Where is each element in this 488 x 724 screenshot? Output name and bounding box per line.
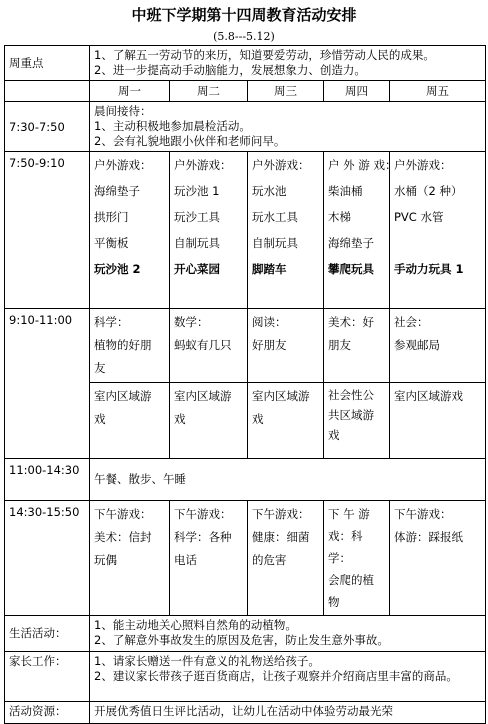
outdoor-line: 玩水池	[252, 184, 287, 198]
zone-cell-fri	[390, 383, 486, 459]
resources-label: 活动资源：	[5, 702, 90, 724]
parents-row	[5, 652, 486, 702]
activity-line: 植物的好朋	[94, 338, 152, 352]
outdoor-line: 开心菜园	[174, 262, 220, 276]
afternoon-cell-fri	[390, 501, 486, 616]
afternoon-cell-wed	[248, 501, 324, 616]
activity-line: 参观邮局	[394, 338, 440, 352]
life-row	[5, 616, 486, 652]
zone-line: 共区域游	[328, 408, 374, 422]
zone-cell-wed	[248, 383, 324, 459]
outdoor-cell-wed	[248, 152, 324, 309]
outdoor-line: 玩水工具	[252, 210, 298, 224]
life-line: 2、了解意外事故发生的原因及危害，防止发生意外事故。	[94, 633, 389, 647]
activity-cell-fri	[390, 309, 486, 383]
outdoor-line: 自制玩具	[174, 236, 220, 250]
resources-row	[5, 702, 486, 724]
morning-row	[5, 102, 486, 152]
outdoor-line: 攀爬玩具	[328, 262, 374, 276]
outdoor-cell-mon	[90, 152, 170, 309]
outdoor-line: 柴油桶	[328, 184, 363, 198]
activity-cell-mon	[90, 309, 170, 383]
activity-cell-tue	[170, 309, 248, 383]
outdoor-cell-fri	[390, 152, 486, 309]
day-header: 周二	[170, 81, 248, 102]
activity-line: 友	[94, 361, 106, 375]
outdoor-line: 户外游戏：	[174, 158, 232, 172]
outdoor-line: 户外游戏：	[252, 158, 310, 172]
schedule-table	[4, 45, 486, 724]
activity-cell-wed	[248, 309, 324, 383]
outdoor-line: 脚踏车	[252, 262, 287, 276]
outdoor-line: 户 外 游 戏：	[328, 158, 397, 172]
afternoon-line: 物	[328, 595, 340, 609]
life-label: 生活活动：	[5, 616, 90, 652]
day-header: 周五	[390, 81, 486, 102]
zone-cell-mon	[90, 383, 170, 459]
outdoor-line: 户外游戏：	[94, 158, 152, 172]
zone-line: 室内区域游戏	[394, 389, 463, 403]
parents-line: 2、建议家长带孩子逛百货商店，让孩子观察并介绍商店里丰富的商品。	[94, 669, 458, 683]
outdoor-line	[394, 230, 481, 256]
afternoon-line: 健康：细菌	[252, 530, 310, 544]
zone-line: 社会性公	[328, 388, 374, 402]
resources-content: 开展优秀值日生评比活动，让幼儿在活动中体验劳动最光荣	[90, 702, 486, 724]
afternoon-line: 下 午 游	[328, 507, 370, 521]
life-line: 1、能主动地关心照料自然角的动植物。	[94, 618, 297, 632]
time-cell: 7:30-7:50	[5, 102, 90, 152]
page-title: 中班下学期第十四周教育活动安排	[131, 6, 357, 24]
outdoor-line: 玩沙池 1	[174, 184, 220, 198]
afternoon-line: 戏：科学：	[328, 529, 363, 565]
outdoor-line: 拱形门	[94, 210, 129, 224]
focus-line: 2、进一步提高动手动脑能力，发展想象力、创造力。	[94, 63, 366, 77]
afternoon-line: 美术：信封	[94, 530, 152, 544]
time-cell: 11:00-14:30	[5, 459, 90, 501]
afternoon-line: 体游：踩报纸	[394, 530, 463, 544]
lunch-row	[5, 459, 486, 501]
outdoor-cell-tue	[170, 152, 248, 309]
activity-line: 好朋友	[252, 338, 287, 352]
time-cell: 9:10-11:00	[5, 309, 90, 459]
parents-line: 1、请家长赠送一件有意义的礼物送给孩子。	[94, 654, 320, 668]
outdoor-line: 水桶（2 种）	[394, 184, 463, 198]
zone-line: 室内区域游	[94, 389, 152, 403]
morning-line: 晨间接待：	[94, 104, 152, 118]
zone-cell-thu	[324, 383, 390, 459]
outdoor-line: PVC 水管	[394, 210, 444, 224]
afternoon-line: 的危害	[252, 553, 287, 567]
morning-content	[90, 102, 486, 152]
outdoor-row	[5, 152, 486, 309]
activity-line: 社会：	[394, 315, 429, 329]
afternoon-cell-tue	[170, 501, 248, 616]
zone-line: 室内区域游	[174, 389, 232, 403]
zone-line: 戏	[328, 428, 340, 442]
focus-label: 周重点	[5, 46, 90, 81]
afternoon-line: 下午游戏：	[94, 507, 152, 521]
afternoon-row	[5, 501, 486, 616]
outdoor-line: 玩沙工具	[174, 210, 220, 224]
zone-line: 室内区域游	[252, 389, 310, 403]
outdoor-line: 户外游戏：	[394, 158, 452, 172]
lunch-content: 午餐、散步、午睡	[90, 459, 486, 501]
empty-corner-cell	[5, 81, 90, 102]
day-header: 周四	[324, 81, 390, 102]
date-range: (5.8---5.12)	[213, 30, 275, 43]
activity-cell-thu	[324, 309, 390, 383]
afternoon-line: 电话	[174, 553, 197, 567]
outdoor-line: 海绵垫子	[328, 236, 374, 250]
day-header: 周三	[248, 81, 324, 102]
zone-cell-tue	[170, 383, 248, 459]
outdoor-line: 手动力玩具 1	[394, 262, 464, 276]
activity-line: 美术：好	[328, 315, 374, 329]
morning-line: 2、会有礼貌地跟小伙伴和老师问早。	[94, 134, 286, 148]
outdoor-line: 自制玩具	[252, 236, 298, 250]
day-header: 周一	[90, 81, 170, 102]
focus-content	[90, 46, 486, 81]
activity-line: 蚂蚁有几只	[174, 338, 232, 352]
days-header-row	[5, 81, 486, 102]
afternoon-cell-mon	[90, 501, 170, 616]
focus-line: 1、了解五一劳动节的来历，知道要爱劳动，珍惜劳动人民的成果。	[94, 48, 435, 62]
activity-line: 朋友	[328, 338, 351, 352]
zone-line: 戏	[94, 412, 106, 426]
afternoon-line: 玩偶	[94, 553, 117, 567]
focus-row	[5, 46, 486, 81]
outdoor-line: 木梯	[328, 210, 351, 224]
zone-line: 戏	[174, 412, 186, 426]
activity-line: 阅读：	[252, 315, 287, 329]
time-cell: 14:30-15:50	[5, 501, 90, 616]
outdoor-cell-thu	[324, 152, 397, 309]
zone-line: 戏	[252, 412, 264, 426]
activity-row	[5, 309, 486, 383]
afternoon-line: 科学：各种	[174, 530, 232, 544]
morning-line: 1、主动积极地参加晨检活动。	[94, 119, 251, 133]
activity-line: 科学：	[94, 315, 129, 329]
time-cell: 7:50-9:10	[5, 152, 90, 309]
life-content	[90, 616, 486, 652]
outdoor-line: 海绵垫子	[94, 184, 140, 198]
parents-content	[90, 652, 486, 702]
afternoon-cell-thu	[324, 501, 390, 616]
afternoon-line: 会爬的植	[328, 573, 374, 587]
afternoon-line: 下午游戏：	[394, 507, 452, 521]
outdoor-line: 平衡板	[94, 236, 129, 250]
afternoon-line: 下午游戏：	[252, 507, 310, 521]
afternoon-line: 下午游戏：	[174, 507, 232, 521]
parents-label: 家长工作：	[5, 652, 90, 702]
outdoor-line: 玩沙池 2	[94, 262, 141, 276]
activity-line: 数学：	[174, 315, 209, 329]
